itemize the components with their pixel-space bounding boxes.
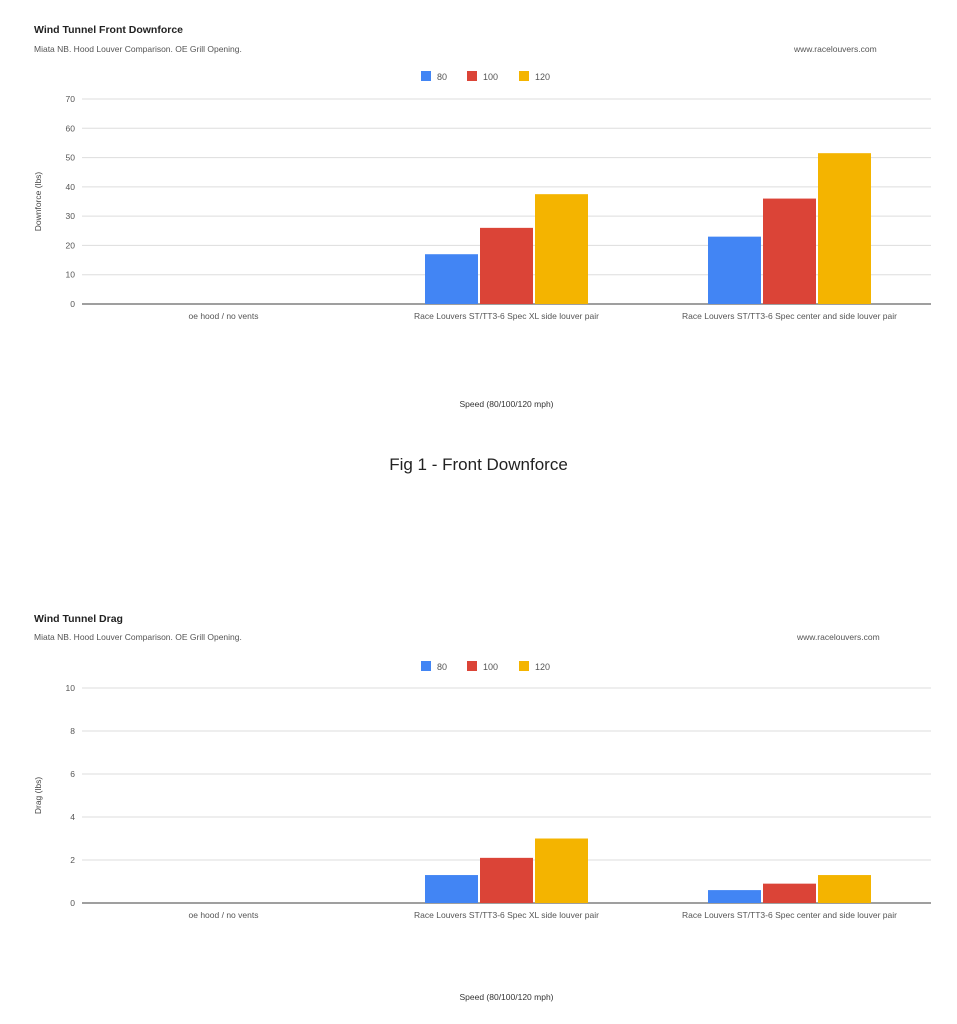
y-tick-label: 2: [70, 855, 75, 865]
legend-label-80: 80: [437, 72, 448, 82]
legend-label-120: 120: [535, 72, 551, 82]
downforce-bar-chart: [0, 0, 957, 440]
bar-80: [425, 875, 478, 903]
bar-120: [818, 153, 871, 304]
drag-bar-chart: [0, 600, 957, 1024]
bar-100: [763, 199, 816, 304]
x-category-label: Race Louvers ST/TT3-6 Spec center and side louver pair: [682, 910, 897, 920]
legend-label-120: 120: [535, 662, 551, 672]
y-tick-label: 30: [65, 211, 75, 222]
y-tick-label: 8: [70, 726, 75, 736]
y-axis-label: Downforce (lbs): [33, 171, 43, 232]
legend-swatch-100: [467, 71, 477, 81]
downforce-chart-panel: [0, 0, 957, 440]
drag-chart-panel: [0, 600, 957, 1024]
chart-title: Wind Tunnel Front Downforce: [34, 24, 184, 36]
legend-swatch-80: [421, 661, 431, 671]
x-category-label: Race Louvers ST/TT3-6 Spec center and side louver pair: [682, 311, 897, 321]
y-tick-label: 40: [65, 181, 75, 192]
bar-120: [818, 875, 871, 903]
chart-title: Wind Tunnel Drag: [34, 613, 123, 625]
bar-80: [425, 254, 478, 304]
legend-swatch-80: [421, 71, 431, 81]
x-axis-label: Speed (80/100/120 mph): [459, 992, 554, 1002]
y-tick-label: 10: [65, 683, 75, 693]
legend-label-100: 100: [483, 662, 499, 672]
legend-label-80: 80: [437, 662, 448, 672]
y-tick-label: 60: [65, 123, 75, 134]
figure-caption: Fig 1 - Front Downforce: [389, 455, 568, 474]
y-tick-label: 70: [65, 94, 75, 104]
chart-subtitle: Miata NB. Hood Louver Comparison. OE Grill Opening.: [34, 44, 242, 54]
x-category-label: Race Louvers ST/TT3-6 Spec XL side louver pair: [414, 311, 599, 321]
chart-source: www.racelouvers.com: [794, 44, 877, 54]
legend-swatch-100: [467, 661, 477, 671]
bar-100: [480, 228, 533, 304]
y-axis-label: Drag (lbs): [33, 776, 43, 815]
y-tick-label: 10: [65, 269, 75, 280]
chart-subtitle: Miata NB. Hood Louver Comparison. OE Grill Opening.: [34, 632, 242, 642]
y-tick-label: 4: [70, 812, 75, 822]
legend-swatch-120: [519, 661, 529, 671]
y-tick-label: 0: [70, 299, 75, 309]
chart-source: www.racelouvers.com: [797, 632, 880, 642]
legend-label-100: 100: [483, 72, 499, 82]
y-tick-label: 0: [70, 898, 75, 908]
x-category-label: oe hood / no vents: [188, 311, 259, 321]
x-category-label: Race Louvers ST/TT3-6 Spec XL side louver pair: [414, 910, 599, 920]
bar-100: [763, 884, 816, 903]
y-tick-label: 50: [65, 152, 75, 163]
y-tick-label: 20: [65, 240, 75, 251]
x-category-label: oe hood / no vents: [188, 910, 259, 920]
bar-120: [535, 194, 588, 304]
x-axis-label: Speed (80/100/120 mph): [459, 399, 554, 409]
bar-120: [535, 839, 588, 904]
legend-swatch-120: [519, 71, 529, 81]
bar-80: [708, 237, 761, 304]
bar-100: [480, 858, 533, 903]
bar-80: [708, 890, 761, 903]
y-tick-label: 6: [70, 769, 75, 779]
